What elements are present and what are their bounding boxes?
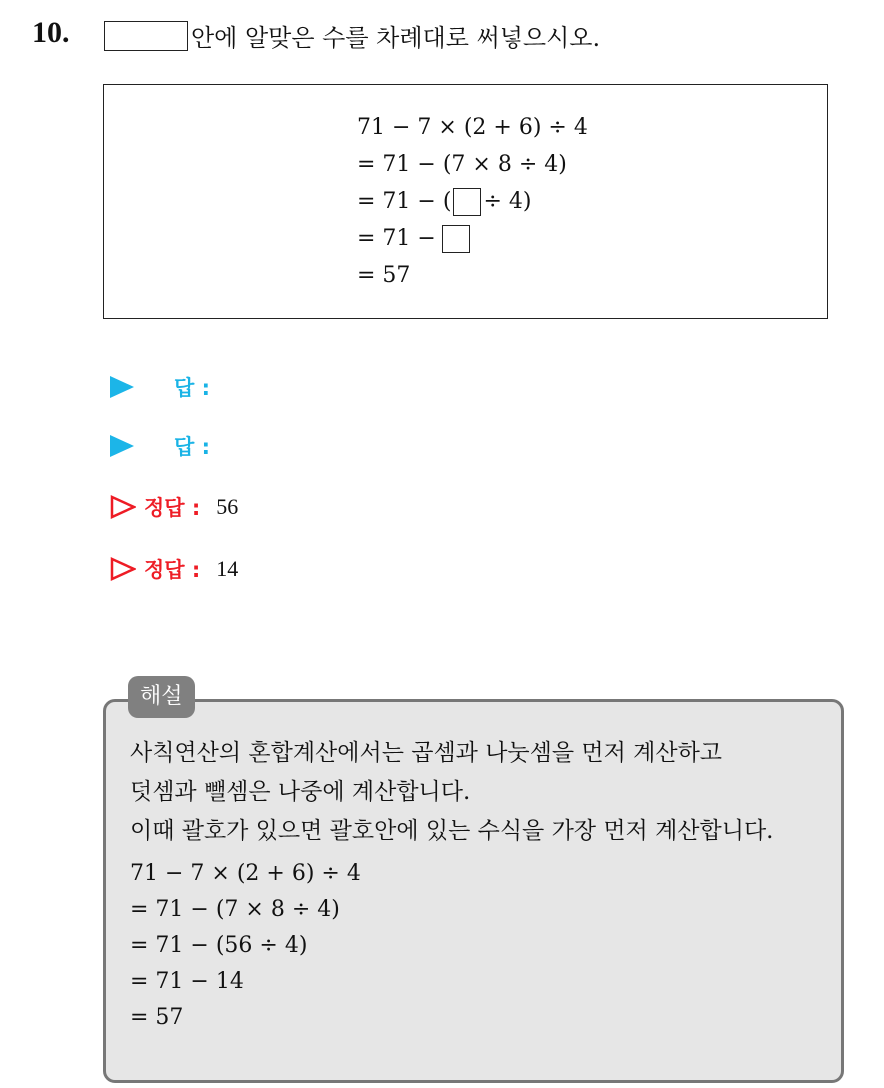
question-instruction: 안에 알맞은 수를 차례대로 써넣으시오. [191, 24, 601, 52]
calc-step-text: 71 − 7 × (2 + 6) ÷ 4 [357, 115, 588, 140]
question-instruction-line [104, 18, 600, 53]
correct-label: 정답 : [144, 558, 201, 582]
explanation-steps [130, 856, 361, 1036]
correct-answer-2 [110, 554, 238, 584]
explanation-box [103, 699, 844, 1083]
explanation-text [130, 734, 830, 851]
calc-step-text: = 71 − ( [357, 189, 452, 214]
correct-value: 56 [216, 494, 239, 519]
explanation-tag: 해설 [128, 676, 195, 718]
calc-step-3 [357, 183, 588, 220]
answer-blank-box-2[interactable] [442, 225, 470, 253]
explanation-line: 사칙연산의 혼합계산에서는 곱셈과 나눗셈을 먼저 계산하고 [130, 740, 723, 766]
answer-blank-box-1[interactable] [453, 188, 481, 216]
blank-box [104, 21, 188, 51]
explanation-step: 71 − 7 × (2 + 6) ÷ 4 [130, 861, 361, 886]
correct-answer-1 [110, 492, 238, 522]
correct-value: 14 [216, 556, 239, 581]
calc-step-text: = 57 [357, 263, 411, 288]
calc-step-text: ÷ 4) [483, 189, 532, 214]
answer-label: 답 : [174, 376, 210, 400]
answer-line-2 [110, 431, 210, 461]
explanation-step: = 57 [130, 1005, 184, 1030]
correct-label: 정답 : [144, 496, 201, 520]
calc-step-2 [357, 146, 588, 183]
calc-step-4 [357, 220, 588, 257]
calculation-steps [357, 109, 588, 294]
explanation-line: 이때 괄호가 있으면 괄호안에 있는 수식을 가장 먼저 계산합니다. [130, 818, 774, 844]
explanation-line: 덧셈과 뺄셈은 나중에 계산합니다. [130, 779, 471, 805]
answer-line-1 [110, 372, 210, 402]
question-number: 10. [32, 16, 70, 49]
calc-step-text: = 71 − (7 × 8 ÷ 4) [357, 152, 567, 177]
calc-step-1 [357, 109, 588, 146]
filled-triangle-icon [110, 435, 134, 457]
explanation-step: = 71 − (7 × 8 ÷ 4) [130, 897, 340, 922]
outline-triangle-icon [110, 495, 136, 519]
answer-label: 답 : [174, 435, 210, 459]
explanation-step: = 71 − 14 [130, 969, 244, 994]
problem-box [103, 84, 828, 319]
calc-step-text: = 71 − [357, 226, 436, 251]
outline-triangle-icon [110, 557, 136, 581]
explanation-step: = 71 − (56 ÷ 4) [130, 933, 308, 958]
filled-triangle-icon [110, 376, 134, 398]
calc-step-5 [357, 257, 588, 294]
